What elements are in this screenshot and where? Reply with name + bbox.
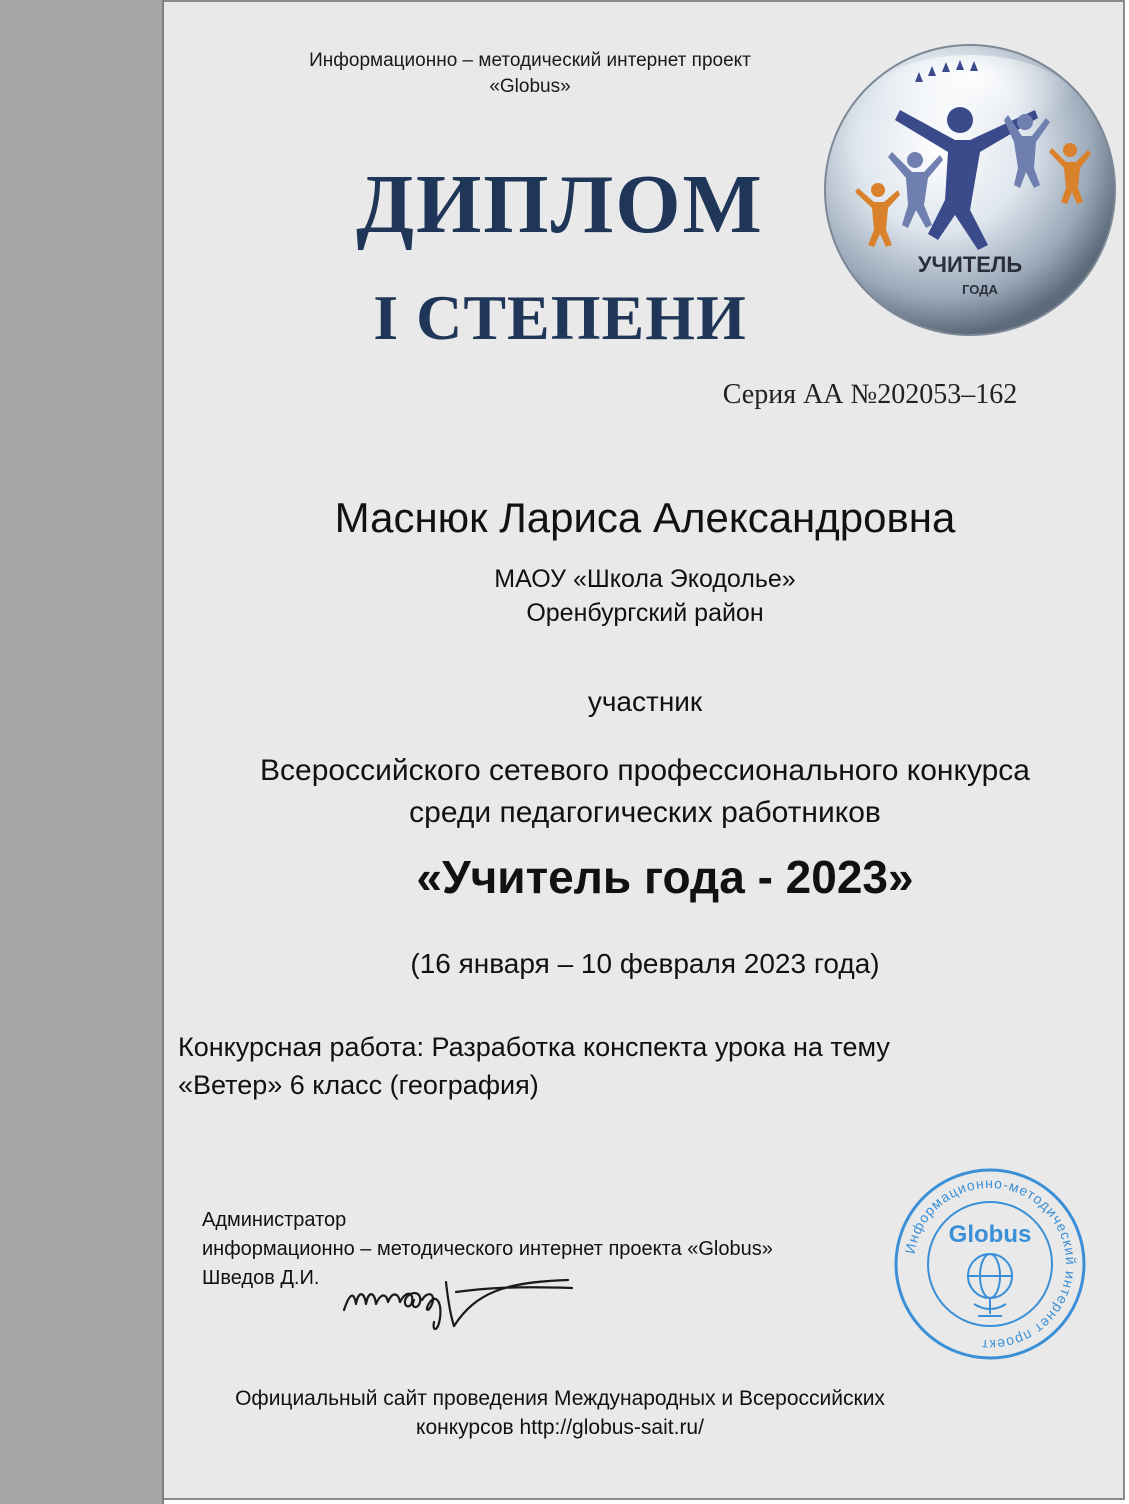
series-number: Серия АА №202053–162 xyxy=(722,379,1018,410)
admin-organization: информационно – методического интернет проекта «Globus» xyxy=(202,1238,773,1260)
admin-name: Шведов Д.И. xyxy=(202,1267,320,1289)
project-line-2: «Globus» xyxy=(489,76,571,97)
recipient-organization xyxy=(300,562,990,630)
signature-icon xyxy=(336,1262,576,1342)
diploma-title: ДИПЛОМ xyxy=(356,158,764,251)
stamp-ring-text: Информационно-методический интернет проект xyxy=(901,1174,1080,1354)
logo-text-line-2: ГОДА xyxy=(962,282,998,297)
contest-line-1: Всероссийского сетевого профессионального конкурса xyxy=(260,754,1030,787)
admin-title: Администратор xyxy=(202,1209,347,1231)
project-line-1: Информационно – методический интернет проект xyxy=(309,50,751,71)
competition-work xyxy=(178,1028,1078,1104)
logo-text-line-1: УЧИТЕЛЬ xyxy=(917,252,1023,277)
footer-line-1: Официальный сайт проведения Международных и Всероссийских xyxy=(235,1387,885,1410)
district-name: Оренбургский район xyxy=(526,599,764,627)
participant-role: участник xyxy=(587,686,703,717)
contest-name: «Учитель года - 2023» xyxy=(416,851,914,903)
stamp-center-text: Globus xyxy=(948,1221,1032,1248)
diploma-degree: I СТЕПЕНИ xyxy=(373,282,747,353)
teacher-of-year-globe-icon xyxy=(820,40,1120,340)
left-border-band xyxy=(0,0,164,1504)
work-line-2: «Ветер» 6 класс (география) xyxy=(178,1070,539,1100)
globus-stamp-icon xyxy=(890,1164,1090,1364)
recipient-name: Маснюк Лариса Александровна xyxy=(334,494,956,541)
school-name: МАОУ «Школа Экодолье» xyxy=(494,565,796,593)
contest-description xyxy=(180,750,1110,834)
project-header xyxy=(200,48,860,100)
footer-line-2: конкурсов http://globus-sait.ru/ xyxy=(416,1416,704,1439)
work-line-1: Конкурсная работа: Разработка конспекта урока на тему xyxy=(178,1032,890,1062)
contest-line-2: среди педагогических работников xyxy=(409,796,881,829)
contest-dates: (16 января – 10 февраля 2023 года) xyxy=(410,948,880,979)
footer-info xyxy=(200,1384,920,1442)
